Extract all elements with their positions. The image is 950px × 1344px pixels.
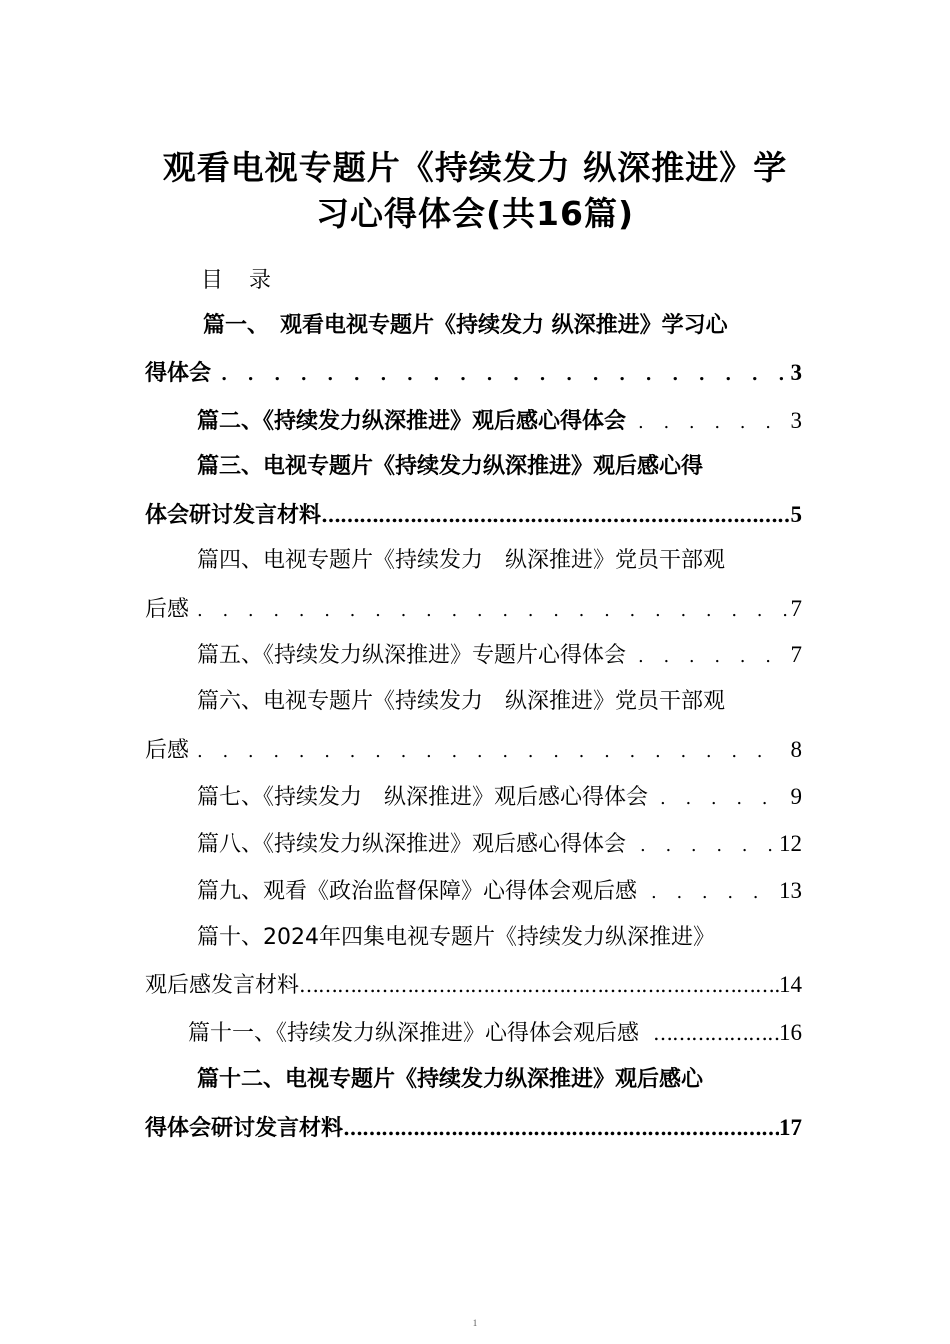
- toc-entry-6-line2[interactable]: 后感 . . . 8: [145, 733, 802, 767]
- toc-entry-5[interactable]: 篇五、《持续发力纵深推进》专题片心得体会 . . . 7: [197, 638, 802, 672]
- toc-leader-dots: [638, 406, 790, 440]
- toc-page-number: 5: [790, 502, 802, 527]
- toc-entry-10-line2[interactable]: 观后感发言材料 …………………………………………………………………………………………………………………………………… 14: [145, 968, 802, 1002]
- toc-leader-dots: [653, 1016, 779, 1050]
- toc-entry-9[interactable]: 篇九、观看《政治监督保障》心得体会观后感 . . . 13: [197, 874, 802, 908]
- toc-entry-7[interactable]: 篇七、《持续发力 纵深推进》观后感心得体会 . . . 9: [197, 780, 802, 814]
- toc-page-number: 16: [779, 1020, 802, 1045]
- toc-entry-1-line2[interactable]: 得体会 . . . 3: [145, 356, 802, 390]
- toc-entry-3-line1[interactable]: 篇三、电视专题片《持续发力纵深推进》观后感心得: [197, 454, 704, 479]
- toc-leader-dots: [321, 498, 790, 532]
- toc-leader-dots: [640, 829, 779, 863]
- toc-leader-dots: [197, 594, 790, 628]
- toc-entry-10-line1[interactable]: 篇十、2024年四集电视专题片《持续发力纵深推进》: [197, 925, 715, 950]
- toc-page-number: 14: [779, 972, 802, 997]
- document-title-line2: 习心得体会(共16篇): [315, 194, 635, 233]
- toc-entry-4-line1[interactable]: 篇四、电视专题片《持续发力 纵深推进》党员干部观: [197, 548, 726, 573]
- toc-entry-6-line1[interactable]: 篇六、电视专题片《持续发力 纵深推进》党员干部观: [197, 689, 726, 714]
- toc-leader-dots: [651, 876, 779, 910]
- toc-page-number: 7: [790, 642, 802, 667]
- page-number-footer: 1: [472, 1318, 478, 1328]
- toc-page-number: 3: [790, 408, 802, 433]
- toc-entry-12-line1[interactable]: 篇十二、电视专题片《持续发力纵深推进》观后感心: [197, 1067, 704, 1092]
- toc-entry-11[interactable]: 篇十一、《持续发力纵深推进》心得体会观后感 …………………………………………………………………………………………………………………………………… 16: [188, 1016, 802, 1050]
- toc-entry-4-line2[interactable]: 后感 . . . 7: [145, 592, 802, 626]
- toc-leader-dots: [221, 358, 782, 392]
- toc-entry-8[interactable]: 篇八、《持续发力纵深推进》观后感心得体会 . . . 12: [197, 827, 802, 861]
- toc-leader-dots: [299, 968, 779, 1002]
- toc-page-number: 13: [779, 878, 802, 903]
- toc-page-number: 8: [790, 737, 802, 762]
- toc-page-number: 17: [779, 1115, 802, 1140]
- toc-entry-3-line2[interactable]: 体会研讨发言材料 …………………………………………………………………………………………………………………………………… 5: [145, 498, 802, 532]
- toc-page-number: 7: [790, 596, 802, 621]
- toc-leader-dots: [343, 1111, 779, 1145]
- toc-heading: 目 录: [201, 268, 274, 293]
- document-title-line1: 观看电视专题片《持续发力 纵深推进》学: [162, 148, 788, 187]
- toc-page-number: 3: [790, 360, 802, 385]
- toc-entry-12-line2[interactable]: 得体会研讨发言材料 …………………………………………………………………………………………………………………………………… 17: [145, 1111, 802, 1145]
- toc-entry-2[interactable]: 篇二、《持续发力纵深推进》观后感心得体会 . . . 3: [197, 404, 802, 438]
- toc-leader-dots: [197, 735, 782, 769]
- toc-leader-dots: [660, 782, 784, 816]
- toc-entry-1-line1[interactable]: 篇一、 观看电视专题片《持续发力 纵深推进》学习心: [203, 313, 728, 338]
- toc-page-number: 9: [790, 784, 802, 809]
- toc-page-number: 12: [779, 831, 802, 856]
- toc-leader-dots: [638, 640, 790, 674]
